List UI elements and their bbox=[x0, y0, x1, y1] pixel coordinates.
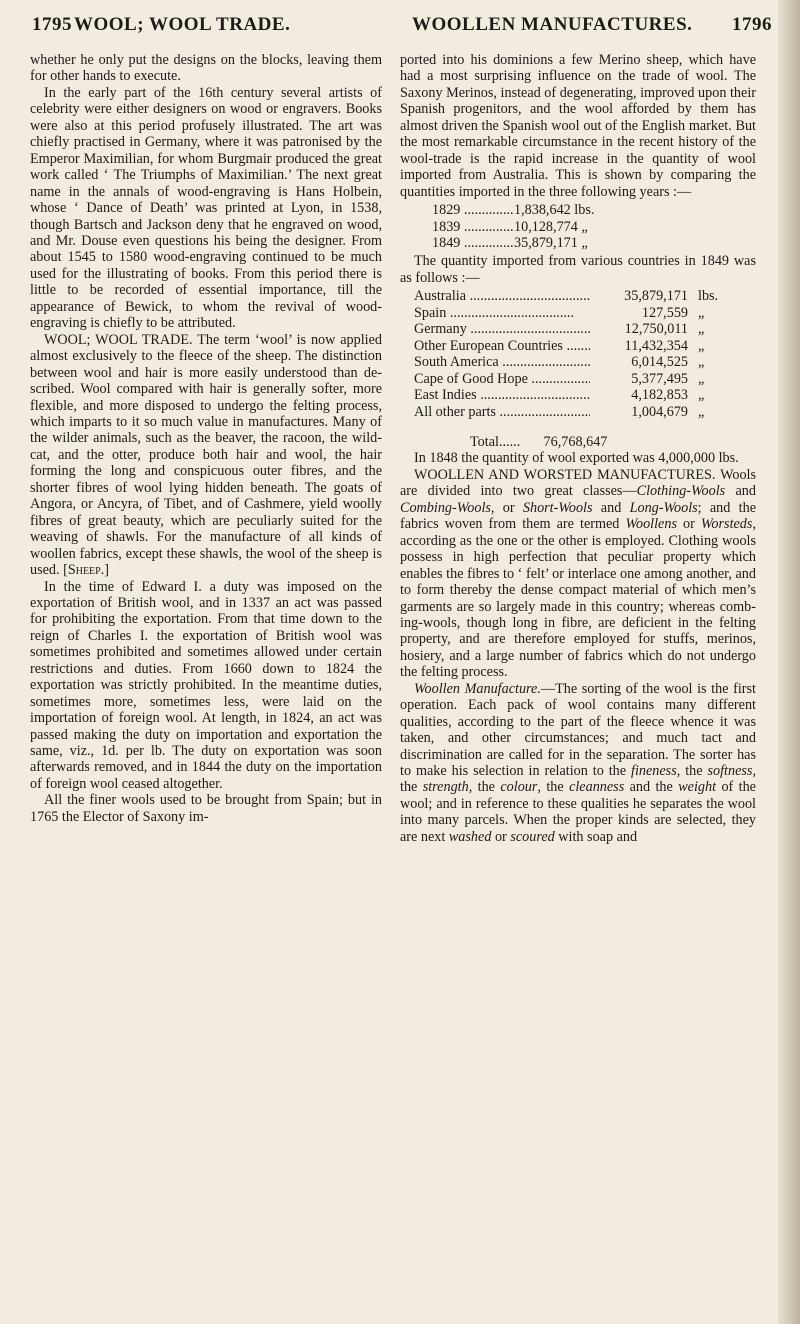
running-header bbox=[32, 14, 772, 42]
paragraph: In 1848 the quantity of wool exported was 4,000,000 lbs. bbox=[414, 450, 739, 467]
import-by-year-table bbox=[400, 202, 756, 251]
total-row bbox=[400, 434, 756, 450]
table-row: 1839 ..... 10,128,774 „ bbox=[400, 219, 756, 235]
paragraph: The quantity imported from various countries in 1849 was as follows :— bbox=[400, 253, 756, 286]
table-row: Australia ..... 35,879,171 lbs. bbox=[400, 288, 756, 304]
entry-woollen-manufacture: Woollen Manufacture.—The sorting of the wool is the first operation. Each pack of wool contains many different qualities, according to the part of the fleece whence it was taken, and other circumstances; and much tact and discrimination are called for in the separation. The sorter has to make his selection in relation to the fineness, the softness, the strength, the colour, the cleanness and the weight of the wool; and in reference to these qualities he separates the wool into many parcels. When the proper kinds are selected, they are next washed or scoured with soap and bbox=[400, 680, 756, 845]
page-edge bbox=[778, 0, 800, 1324]
table-row: 1849 ..... 35,879,171 „ bbox=[400, 235, 756, 251]
import-by-country-table bbox=[400, 288, 756, 420]
entry-heading: WOOL; WOOL TRADE. bbox=[44, 331, 193, 348]
entry-subheading: Woollen Manufacture. bbox=[414, 680, 541, 697]
total-value: 76,768,647 bbox=[543, 433, 608, 450]
entry-heading: WOOLLEN AND WORSTED MANUFACTURES. bbox=[414, 466, 716, 483]
table-row: Spain ..... 127,559 „ bbox=[400, 305, 756, 321]
table-row: South America ..... 6,014,525 „ bbox=[400, 354, 756, 370]
left-column bbox=[30, 52, 382, 1314]
entry-wool: WOOL; WOOL TRADE. The term ‘wool’ is now applied almost exclusively to the fleece of the sheep. The distinction between wool and hair is more easily understood than described. Wool compared with hair is generally softer, more flexible, and more disposed to undergo the felting process, which imparts to it so much value in manufactures. Many of the wilder animals, such as the beaver, the racoon, the wild-cat, and the otter, produce both hair and wool, the hair forming the long and conspicuous outer fibres, and the shorter fibres of wool lying hidden beneath. The goats of Angora, or Ancyra, of Tibet, and of Cashmere, yield woolly fibres of great beauty, which are peculiarly suited for the weaving of shawls. For the manufacture of all kinds of woollen fabrics, except these shawls, the wool of the sheep is used. [Sheep.] bbox=[30, 331, 382, 579]
table-row: All other parts ..... 1,004,679 „ bbox=[400, 404, 756, 420]
table-row: Other European Countries ..... 11,432,354 „ bbox=[400, 338, 756, 354]
cross-reference: [Sheep.] bbox=[63, 562, 109, 579]
paragraph: In the time of Edward I. a duty was imposed on the exportation of British wool, and in 1337 an act was passed for prohibiting the exportation. From that time down to the reign of Charles I. the exportation of British wool was sometimes prohibited and sometimes allowed under certain restrictions and duties. From 1660 down to 1824 the exportation was strictly prohibited. In the meantime duties, sometimes more, sometimes less, were laid on the importation of foreign wool. At length, in 1824, an act was passed making the duty on importation and exportation the same, viz., 1d. per lb. The duty on exportation was soon afterwards removed, and in 1844 the duty on the importation of foreign wool ceased altogether. bbox=[30, 578, 382, 792]
paragraph: In the early part of the 16th century several artists of celebrity were either designers on wood or engravers. Books were also at this period profusely illustrated. The art was chiefly practised in Germany, where it was patronised by the Emperor Maximilian, for whom Burgmair produced the great work called ‘ The Triumphs of Maximilian.’ The next great name in the annals of wood-engraving is Hans Holbein, whose ‘ Dance of Death’ was printed at Lyon, in 1538, though Bartsch and Jackson deny that he engraved on wood, and Mr. Douse even questions his being the designer. From about 1545 to 1580 wood-engraving continued to be much used for the illustrating of books. From this period there is little to be recorded of essential importance, till the appearance of Bewick, to whom the revival of wood-engraving is chiefly to be attributed. bbox=[30, 84, 382, 332]
table-row: Cape of Good Hope ..... 5,377,495 „ bbox=[400, 371, 756, 387]
entry-woollen-and-worsted: WOOLLEN AND WORSTED MANUFACTURES. Wools are divided into two great classes—Clothing-Wools and Combing-Wools, or Short-Wools and Long-Wools; and the fabrics woven from them are termed Woollens or Worsteds, according as the one or the other is employed. Clothing wools possess in high perfection that peculiar property which enables the fibres to ‘ felt’ or interlace one among another, and to form thereby the dense compact material of which men’s garments are so largely made in this country; whereas combing-wools, though long in fibre, are deficient in the felting property, and are therefore employed for stuffs, merinos, hosiery, and a large number of fabrics which do not undergo the felting process. bbox=[400, 466, 756, 681]
total-label: Total ...... bbox=[470, 434, 540, 450]
table-row: 1829 ..... 1,838,642 lbs. bbox=[400, 202, 756, 218]
running-title-left: WOOL; WOOL TRADE. bbox=[74, 14, 291, 35]
paragraph: whether he only put the designs on the blocks, leaving them for other hands to execute. bbox=[30, 52, 382, 85]
page-number-left: 1795 bbox=[32, 14, 72, 35]
table-row: East Indies ..... 4,182,853 „ bbox=[400, 387, 756, 403]
table-row: Germany ..... 12,750,011 „ bbox=[400, 321, 756, 337]
page-number-right: 1796 bbox=[732, 14, 772, 35]
paragraph: All the finer wools used to be brought from Spain; but in 1765 the Elector of Saxony im- bbox=[30, 792, 382, 825]
right-column bbox=[400, 52, 756, 1314]
running-title-right: WOOLLEN MANUFACTURES. bbox=[412, 14, 693, 35]
paragraph: ported into his dominions a few Merino sheep, which have had a most surprising influence on the trade of wool. The Saxony Merinos, instead of degenerating, improved upon their Spanish progenitors, and the wool afforded by them has almost driven the Spanish wool out of the English market. But the most remarkable circumstance in the recent history of the wool-trade is the rapid increase in the quantity of wool imported from Australia. This is shown by comparing the quantities imported in the three following years :— bbox=[400, 52, 756, 200]
